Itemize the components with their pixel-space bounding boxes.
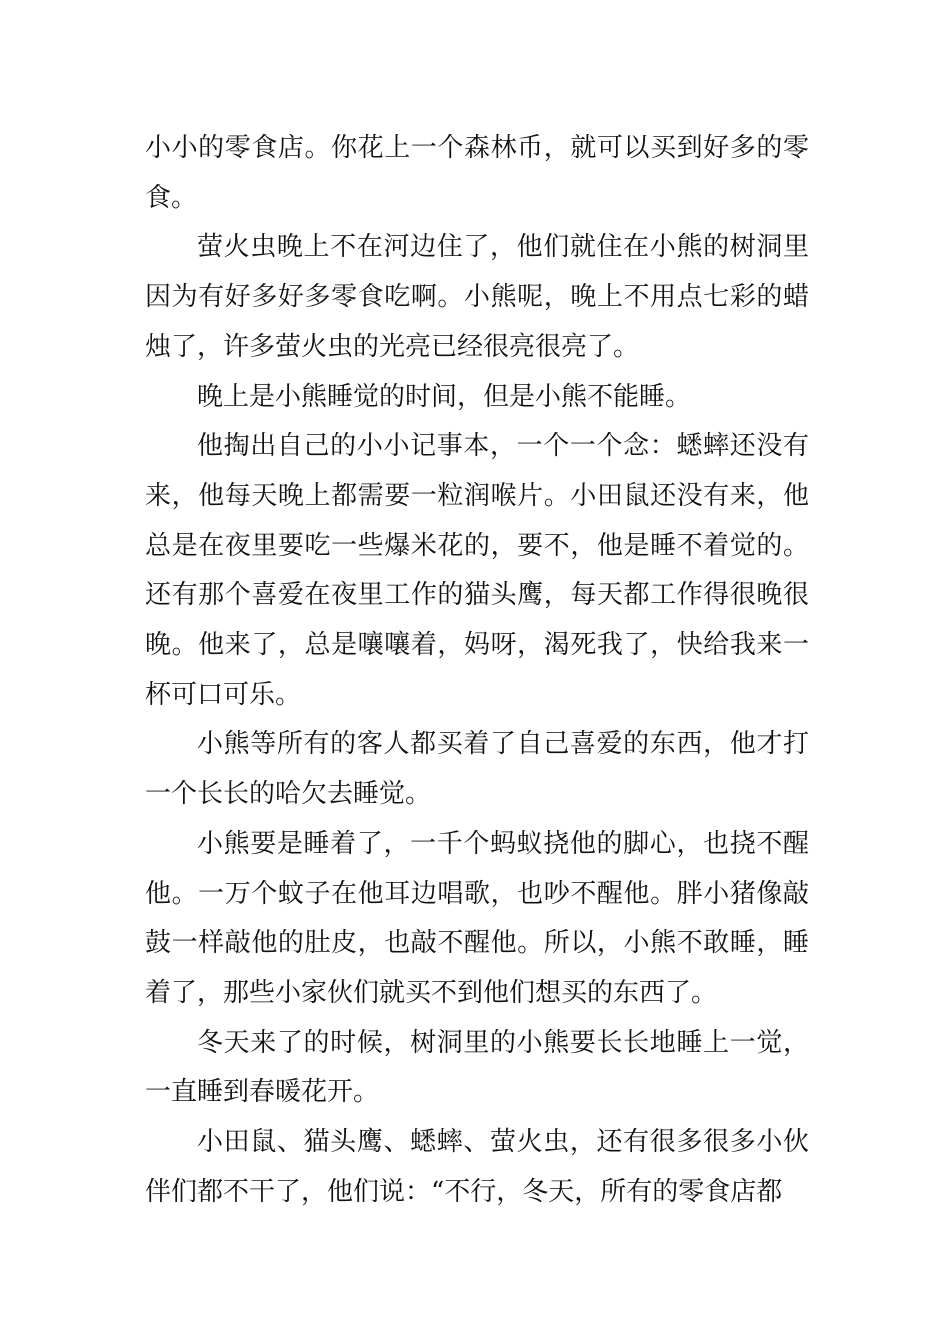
paragraph-bedtime: 晚上是小熊睡觉的时间，但是小熊不能睡。: [197, 381, 692, 412]
paragraph-customers: 小熊等所有的客人都买着了自己喜爱的东西，他才打一个长长的哈欠去睡觉。: [145, 729, 809, 810]
paragraph-friends-protest: 小田鼠、猫头鹰、蟋蟀、萤火虫，还有很多很多小伙伴们都不干了，他们说：“不行，冬天，所有的零食店都: [145, 1127, 809, 1207]
paragraph-continuation: 小小的零食店。你花上一个森林币，就可以买到好多的零食。: [145, 133, 809, 213]
paragraph-fireflies: 萤火虫晚上不在河边住了，他们就住在小熊的树洞里因为有好多好多零食吃啊。小熊呢，晚上不用点七彩的蜡烛了，许多萤火虫的光亮已经很亮很亮了。: [145, 232, 809, 362]
paragraph-deep-sleep: 小熊要是睡着了，一千个蚂蚁挠他的脚心，也挠不醒他。一万个蚊子在他耳边唱歌，也吵不醒他。胖小猪像敲鼓一样敲他的肚皮，也敲不醒他。所以，小熊不敢睡，睡着了，那些小家伙们就买不到他们想买的东西了。: [145, 828, 809, 1008]
paragraph-notebook: 他掏出自己的小小记事本，一个一个念：蟋蟀还没有来，他每天晚上都需要一粒润喉片。小田鼠还没有来，他总是在夜里要吃一些爆米花的，要不，他是睡不着觉的。还有那个喜爱在夜里工作的猫头鹰，每天都工作得很晚很晚。他来了，总是嚷嚷着，妈呀，渴死我了，快给我来一杯可口可乐。: [145, 431, 809, 710]
paragraph-winter: 冬天来了的时候，树洞里的小熊要长长地睡上一觉，一直睡到春暖花开。: [145, 1027, 809, 1108]
story-text: [145, 124, 809, 1217]
